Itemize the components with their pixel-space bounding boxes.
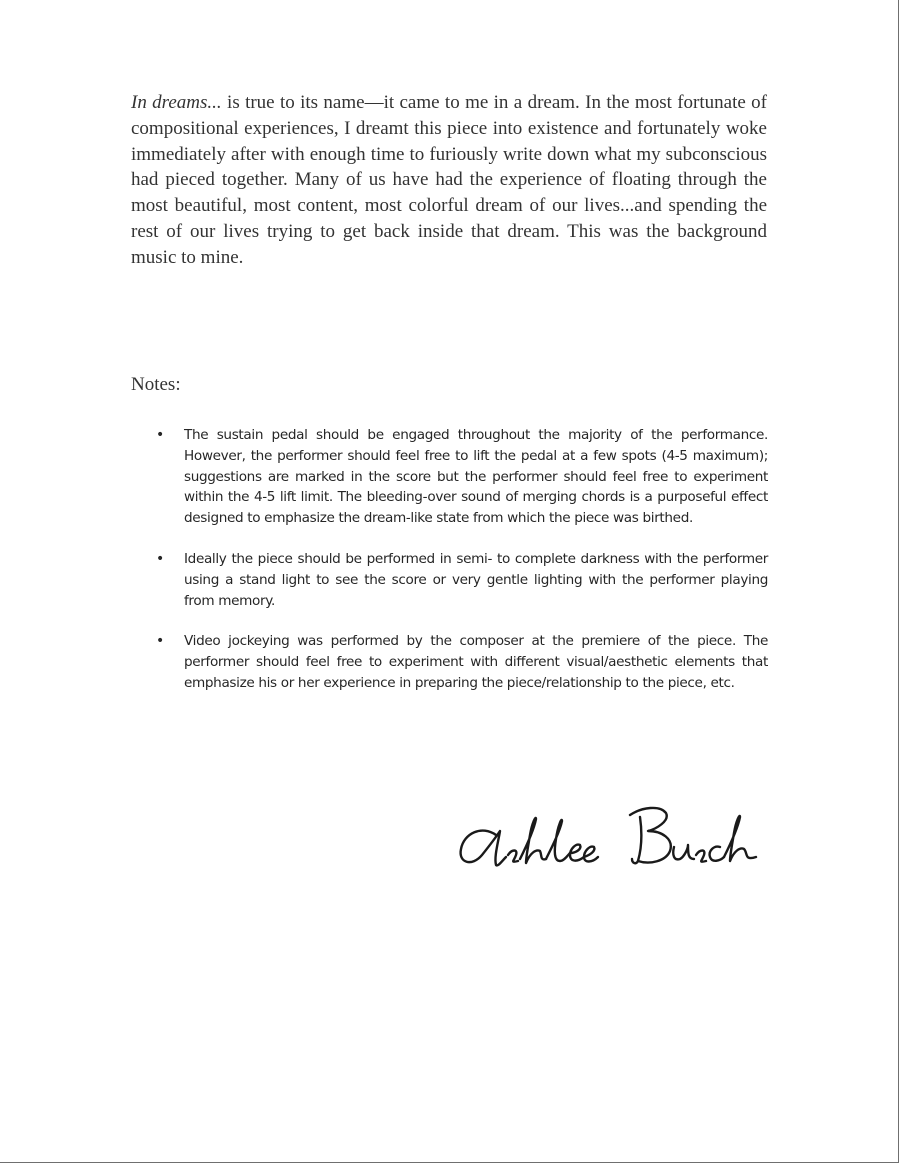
notes-heading: Notes: bbox=[131, 374, 181, 395]
intro-text: is true to its name—it came to me in a dream. In the most fortunate of compositional experiences, I dreamt this piece into existence and fortunately woke immediately after with enough time to furiously write down what my subconscious had pieced together. Many of us have had the experience of floating through the most beautiful, most content, most colorful dream of our lives...and spending the rest of our lives trying to get back inside that dream. This was the background music to mine. bbox=[131, 92, 767, 268]
note-item bbox=[150, 549, 768, 611]
bullet-icon: • bbox=[156, 633, 164, 650]
note-text: Video jockeying was performed by the composer at the premiere of the piece. The performer should feel free to experiment with different visual/aesthetic elements that emphasize his or her experience in preparing the piece/relationship to the piece, etc. bbox=[184, 633, 768, 691]
piece-title: In dreams... bbox=[131, 92, 222, 113]
signature-image bbox=[452, 795, 772, 885]
note-item bbox=[150, 631, 768, 693]
note-item bbox=[150, 425, 768, 529]
note-text: Ideally the piece should be performed in semi- to complete darkness with the performer using a stand light to see the score or very gentle lighting with the performer playing from memory. bbox=[184, 550, 768, 609]
notes-list bbox=[150, 425, 768, 714]
intro-paragraph bbox=[131, 90, 767, 271]
bullet-icon: • bbox=[156, 550, 164, 567]
bullet-icon: • bbox=[156, 427, 164, 443]
note-text: The sustain pedal should be engaged throughout the majority of the performance. However, the performer should feel free to lift the pedal at a few spots (4-5 maximum); suggestions are marked in the score but the performer should feel free to experiment within the 4-5 lift limit. The bleeding-over sound of merging chords is a purposeful effect designed to emphasize the dream-like state from which the piece was birthed. bbox=[184, 427, 768, 527]
